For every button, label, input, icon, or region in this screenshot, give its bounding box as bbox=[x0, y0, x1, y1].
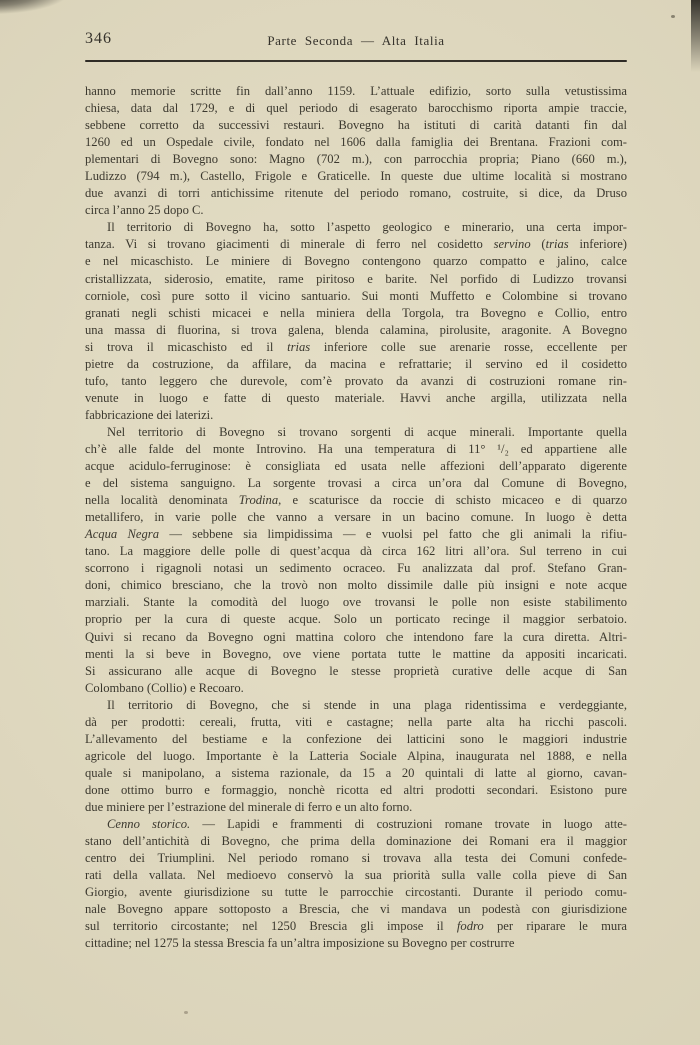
text-line: circa l’anno 25 dopo C. bbox=[85, 203, 204, 218]
text-line: venute in luogo e fatte di questo materiale. Havvi anche argilla, utilizzata nella bbox=[85, 390, 627, 405]
text-line: Cenno storico. — Lapidi e frammenti di costruzioni romane trovate in luogo atte- bbox=[107, 817, 627, 832]
text-line: ch’è alle falde del monte Introvino. Ha una temperatura di 11° ¹/₂ ed appartiene alle bbox=[85, 441, 627, 456]
paragraph bbox=[85, 219, 627, 424]
scan-smudge-top-left bbox=[0, 0, 68, 14]
text-line: due miniere per l’estrazione del minerale di ferro e un alto forno. bbox=[85, 799, 413, 814]
text-line: Nel territorio di Bovegno si trovano sorgenti di acque minerali. Importante quella bbox=[107, 424, 627, 439]
text-line: L’allevamento del bestiame e la confezione dei latticini sono le maggiori industrie bbox=[85, 731, 627, 746]
text-line: cittadine; nel 1275 la stessa Brescia fa un’altra imposizione su Bovegno per costrurre bbox=[85, 936, 515, 951]
paragraph bbox=[85, 83, 627, 219]
text-line: Colombano (Collio) e Recoaro. bbox=[85, 680, 244, 695]
text-line: cristallizzata, siderosio, ematite, rame piritoso e barite. Nel porfido di Ludizzo trovansi bbox=[85, 271, 627, 286]
text-line: granati negli schisti micacei e nella miniera della Torgola, tra Bovegno e Collio, entro bbox=[85, 305, 627, 320]
text-line: tanza. Vi si trovano giacimenti di minerale di ferro nel cosidetto servino (trias inferiore) bbox=[85, 237, 627, 252]
text-line: chiesa, data dal 1729, e di quel periodo di esagerato barocchismo riporta ampie traccie, bbox=[85, 101, 627, 116]
text-line: pietre da costruzione, da affilare, da macina e refrattarie; il servino ed il cosidetto bbox=[85, 356, 627, 371]
text-line: stano dell’antichità di Bovegno, che prima della dominazione dei Romani era il maggior bbox=[85, 834, 627, 849]
text-line: fabbricazione dei laterizi. bbox=[85, 407, 214, 422]
scan-speck bbox=[671, 15, 675, 18]
text-line: proprio per la cura di queste acque. Solo un porticato recinge il maggior serbatoio. bbox=[85, 612, 627, 627]
text-line: tano. La maggiore delle polle di quest’acqua dà circa 162 litri all’ora. Sul terreno in cui bbox=[85, 544, 627, 559]
text-line: metallifero, in varie polle che vanno a versare in un bacino comune. In luogo è detta bbox=[85, 510, 627, 525]
text-line: Giorgio, avente giurisdizione su tutte le parrocchie circostanti. Durante il periodo comu- bbox=[85, 885, 627, 900]
page-header bbox=[85, 30, 627, 56]
text-line: quale si manipolano, a sistema razionale, da 15 a 20 quintali di latte al giorno, cavan- bbox=[85, 765, 627, 780]
scan-speck bbox=[184, 1011, 188, 1014]
text-line: una massa di fluorina, si trova galena, blenda calamina, pirolusite, aragonite. A Bovegno bbox=[85, 322, 627, 337]
paragraph bbox=[85, 697, 627, 816]
text-line: Il territorio di Bovegno ha, sotto l’aspetto geologico e minerario, una certa impor- bbox=[107, 220, 627, 235]
paragraph bbox=[85, 424, 627, 697]
text-line: dà per prodotti: cereali, frutta, viti e castagne; nella parte alta ha ricchi pascoli. bbox=[85, 714, 627, 729]
text-line: si trova il micaschisto ed il trias inferiore colle sue arenarie rosse, eccellente per bbox=[85, 339, 627, 354]
text-line: Si assicurano alle acque di Bovegno le stesse proprietà curative delle acque di San bbox=[85, 663, 627, 678]
text-line: menti la si beve in Bovegno, ove viene portata tutte le mattine da appositi incaricati. bbox=[85, 646, 627, 661]
page-body bbox=[85, 83, 627, 952]
text-line: done ottimo burro e formaggio, nonchè ricotta ed altri prodotti secondari. Esistono pure bbox=[85, 782, 627, 797]
text-line: due avanzi di torri antichissime ritenute del periodo romano, costruite, si dice, da Druso bbox=[85, 186, 627, 201]
text-line: centro dei Triumplini. Nel periodo romano si trovava alla testa dei Comuni confede- bbox=[85, 851, 627, 866]
text-line: agricole del luogo. Importante è la Latteria Sociale Alpina, inaugurata nel 1888, e nella bbox=[85, 748, 627, 763]
text-line: Ludizzo (794 m.), Castello, Frigole e Graticelle. In queste due ultime località si mostrano bbox=[85, 169, 627, 184]
scan-edge-top-right bbox=[691, 0, 700, 72]
text-line: nella località denominata Trodina, e scaturisce da roccie di schisto micaceo e di quarzo bbox=[85, 493, 627, 508]
text-line: hanno memorie scritte fin dall’anno 1159. L’attuale edifizio, sorto sulla vetustissima bbox=[85, 84, 627, 98]
text-line: nale Bovegno appare sottoposto a Brescia, che vi mandava un podestà con giurisdizione bbox=[85, 902, 627, 917]
text-line: scorrono i rigagnoli notasi un sedimento ocraceo. Fu analizzata dal prof. Stefano Gran- bbox=[85, 561, 627, 576]
text-line: tufo, tanto leggero che durevole, com’è provato da avanzi di costruzioni romane rin- bbox=[85, 373, 627, 388]
text-line: acque acidulo-ferruginose: è consigliata ed usata nelle affezioni dell’apparato digerente bbox=[85, 459, 627, 474]
text-line: Quivi si recano da Bovegno ogni mattina coloro che intendono fare la cura diretta. Altri- bbox=[85, 629, 627, 644]
text-line: Il territorio di Bovegno, che si stende in una plaga ridentissima e verdeggiante, bbox=[107, 697, 627, 712]
text-line: Acqua Negra — sebbene sia limpidissima — e vuolsi pel fatto che gli animali la rifiu- bbox=[85, 527, 627, 542]
text-line: rati della vallata. Nel medioevo conservò la sua priorità sulla valle colla pieve di San bbox=[85, 868, 627, 883]
text-line: plementari di Bovegno sono: Magno (702 m.), con parrocchia propria; Piano (660 m.), bbox=[85, 152, 627, 167]
text-line: sul territorio circostante; nel 1250 Brescia gli impose il fodro per riparare le mura bbox=[85, 919, 627, 934]
text-line: e nel micaschisto. Le miniere di Bovegno contengono quarzo compatto e jalino, calce bbox=[85, 254, 627, 269]
text-line: doni, chimico bresciano, che la trovò non molto dissimile dalle più insigni e note acque bbox=[85, 578, 627, 593]
text-line: marziali. Stante la comodità del luogo ove trovansi le polle non esiste stabilimento bbox=[85, 595, 627, 610]
paragraph bbox=[85, 816, 627, 952]
text-line: sebbene corretto da successivi restauri. Bovegno ha istituti di carità datanti fin dal bbox=[85, 118, 627, 133]
header-rule bbox=[85, 60, 627, 62]
text-line: 1260 ed un Ospedale civile, fondato nel 1606 dalla famiglia dei Brentana. Frazioni com- bbox=[85, 135, 627, 150]
page-number: 346 bbox=[85, 30, 112, 47]
text-line: e del sistema sanguigno. La sorgente trovasi a circa un’ora dal Comune di Bovegno, bbox=[85, 476, 627, 491]
text-line: corniole, così pure sotto il vicino santuario. Sui monti Muffetto e Colombine si trovano bbox=[85, 288, 627, 303]
running-title: Parte Seconda — Alta Italia bbox=[267, 33, 445, 48]
